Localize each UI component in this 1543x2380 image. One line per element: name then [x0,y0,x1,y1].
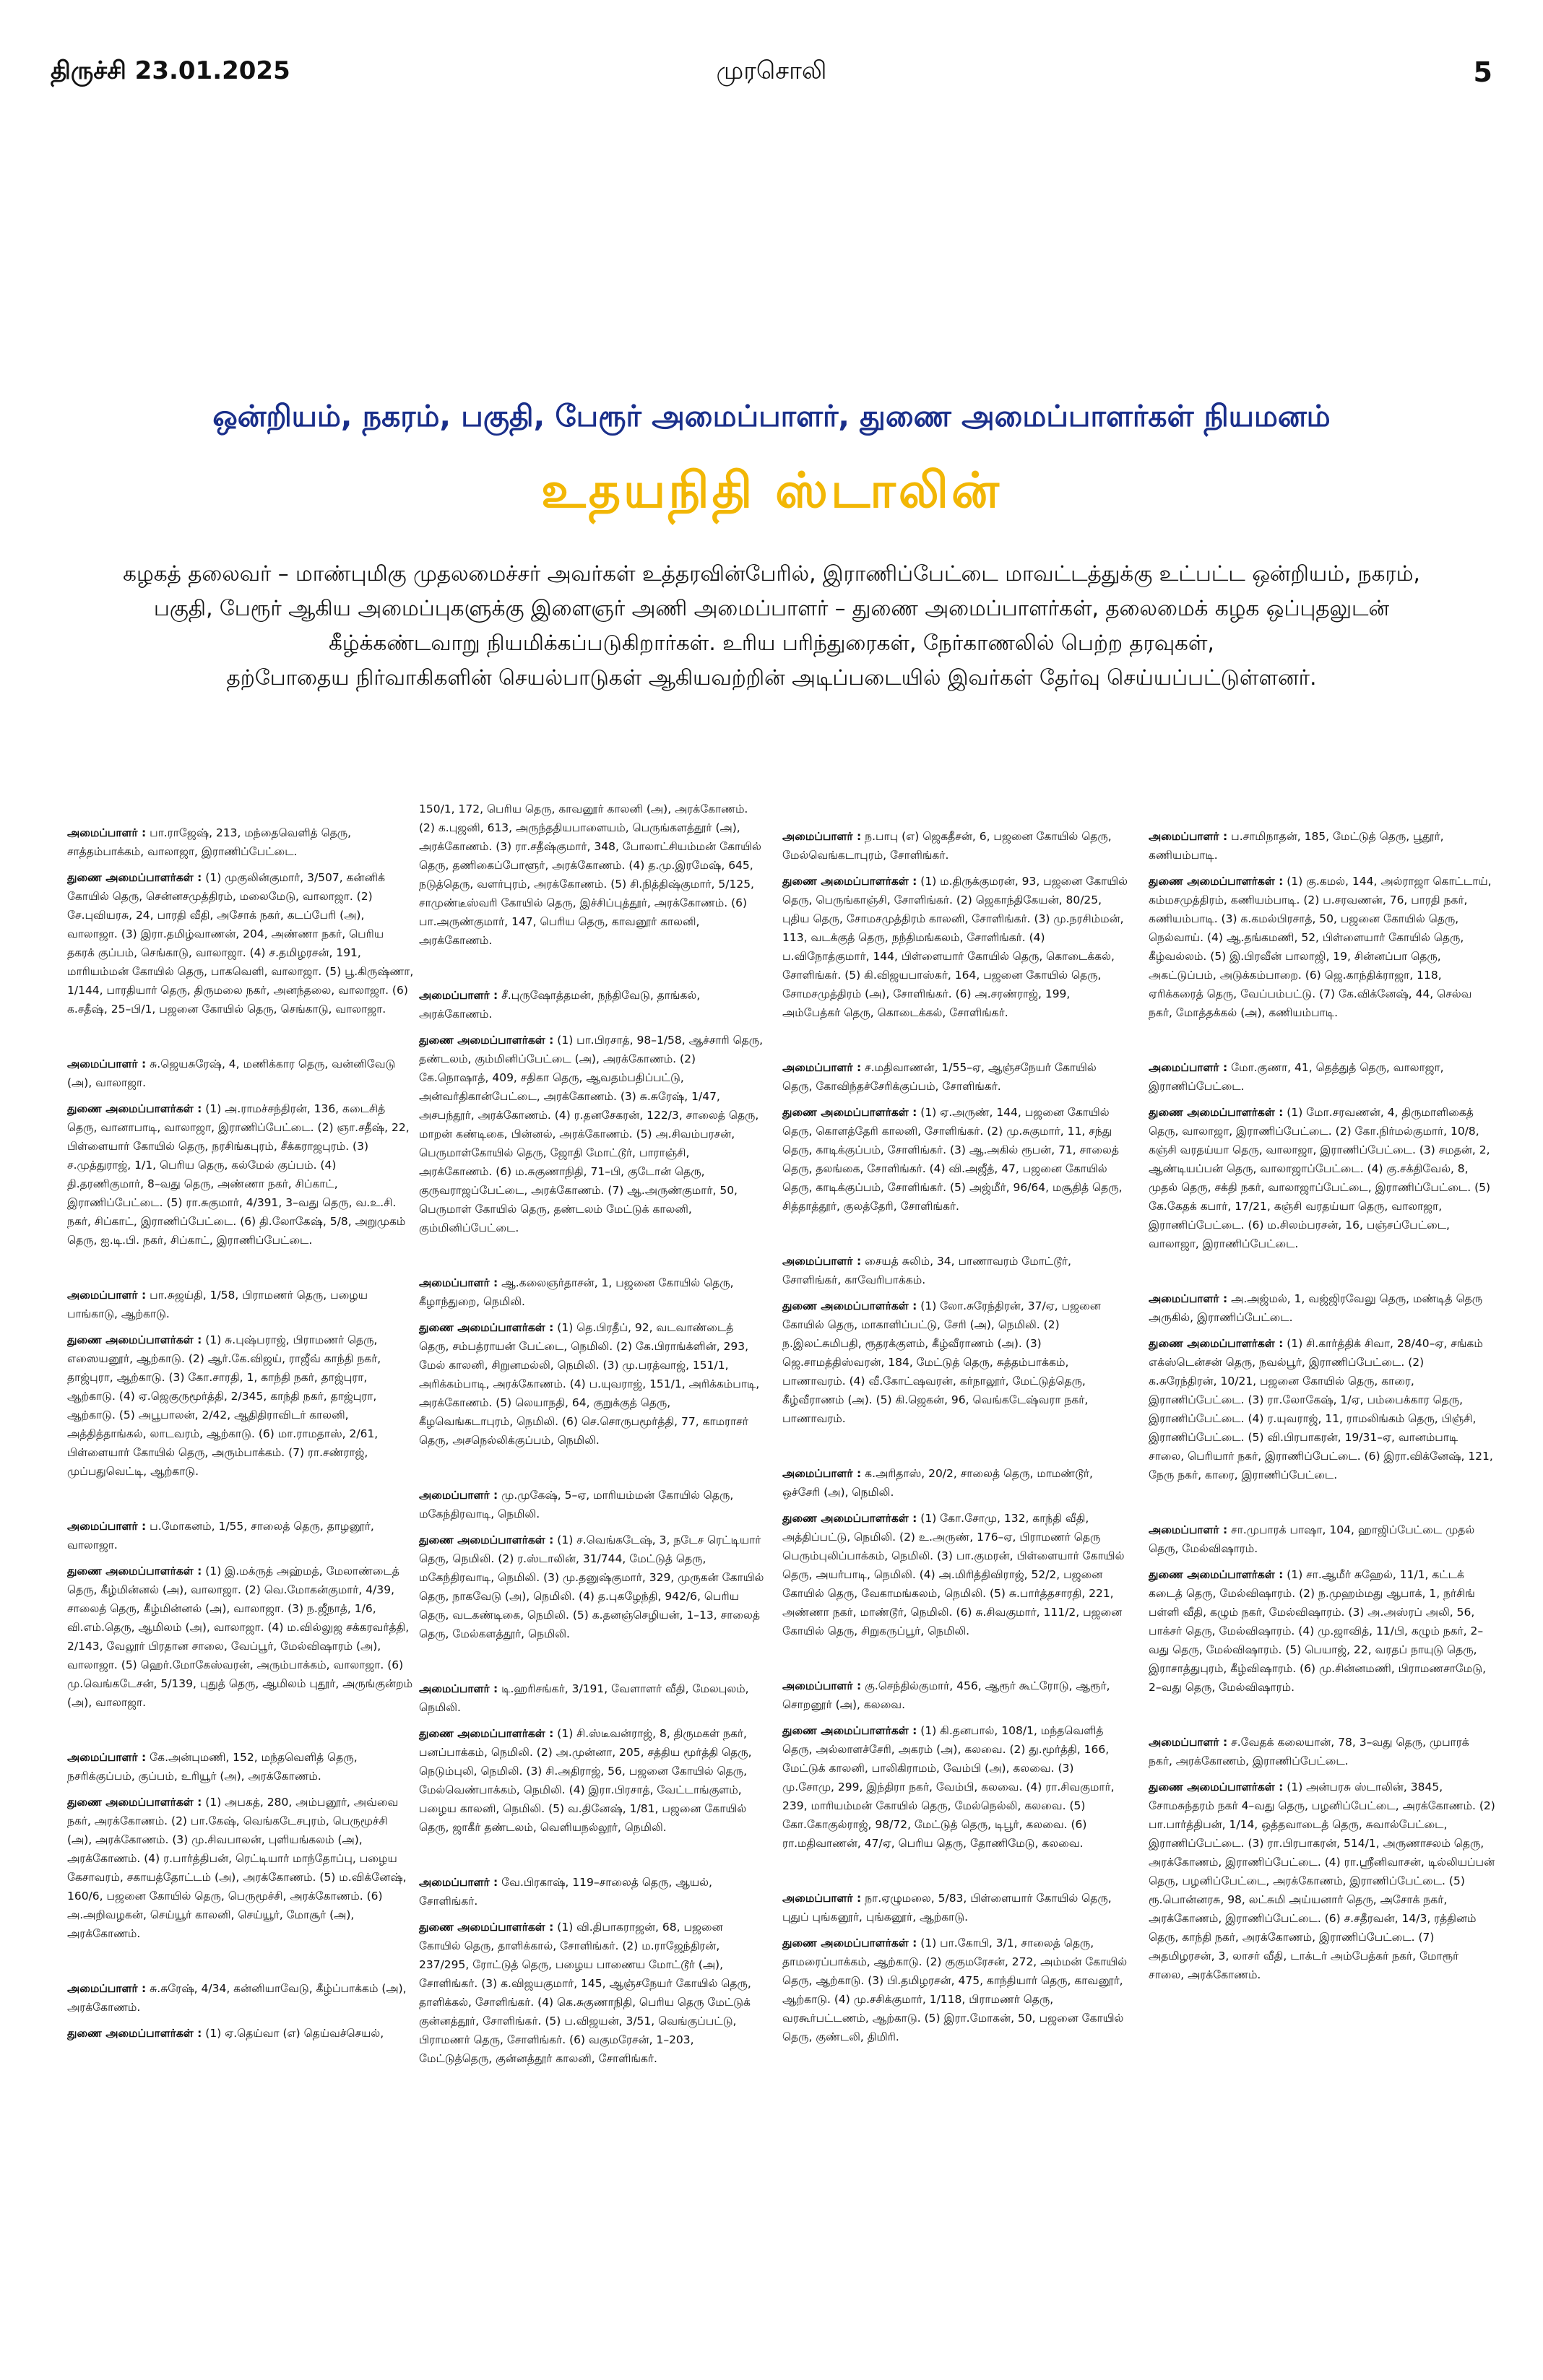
organizer-line [1149,827,1495,865]
deputies-label: துணை அமைப்பாளர்கள் : [782,1724,917,1737]
appointment-entry [419,1273,766,1450]
organizer-value: மு.முகேஷ், 5–ஏ, மாரியம்மன் கோயில் தெரு, மகேந்திரவாடி, நெமிலி. [419,1489,734,1520]
masthead: முரசொலி [716,56,827,85]
organizer-value: சு.சுரேஷ், 4/34, கன்னியாவேடு, கீழ்ப்பாக்கம் (அ), அரக்கோணம். [67,1982,407,2014]
deputies-line [782,872,1129,1022]
deputies-line [782,1297,1129,1428]
appointment-entry [67,1748,414,1943]
organizer-value: சா.முபாரக் பாஷா, 104, ஹாஜிப்பேட்டை முதல் தெரு, மேல்விஷாரம். [1149,1523,1475,1555]
appointment-entry [782,1464,1129,1640]
organizer-line [67,823,414,861]
appointment-entry [1149,1520,1495,1697]
deputies-value: (1) தெ.பிரதீப், 92, வடவாண்டைத் தெரு, சம்பத்ராயன் பேட்டை, நெமிலி. (2) கே.பிராங்க்ளின், 293, மேல் காலனி, சிறுனமல்லி, நெமிலி. (3) மு.பரத்வாஜ், 151/1, அரிக்கம்பாடி, அரக்கோணம். (4) ப.யுவராஜ், 151/1, அரிக்கம்பாடி, அரக்கோணம். (5) லெயாநதி, 64, குறுக்குத் தெரு, கீழவெங்கடாபுரம், நெமிலி. (6) செ.சொருபமூர்த்தி, 77, காமராசர் தெரு, அசநெல்லிக்குப்பம், நெமிலி. [419,1321,760,1447]
deputies-value: (1) மோ.சரவணன், 4, திருமாளிகைத் தெரு, வாலாஜா, இராணிப்பேட்டை. (2) கோ.நிர்மல்குமார், 10/8, கஞ்சி வரதய்யா தெரு, வாலாஜா, இராணிப்பேட்டை. (3) சமதன், 2, ஆண்டியப்பன் தெரு, வாலாஜாப்பேட்டை. (4) கு.சக்திவேல், 8, முதல் தெரு, சக்தி நகர், வாலாஜாப்பேட்டை, இராணிப்பேட்டை. (5) கே.கேதக் கபார், 17/21, கஞ்சி வரதய்யா தெரு, வாலாஜா, இராணிப்பேட்டை. (6) ம.சிலம்பரசன், 16, பஞ்சப்பேட்டை, வாலாஜா, இராணிப்பேட்டை. [1149,1106,1491,1250]
organizer-line [782,1252,1129,1289]
deputies-value: (1) கோ.சோமு, 132, காந்தி வீதி, அத்திப்பட்டு, நெமிலி. (2) உ.அருண், 176–ஏ, பிராமணர் தெரு பெரும்புலிப்பாக்கம், நெமிலி. (3) பா.குமரன், பிள்ளையார் கோயில் தெரு, அயர்பாடி, நெமிலி. (4) அ.மிரித்திவிராஜ், 52/2, பஜனை கோயில் தெரு, வேகாமங்கலம், நெமிலி. (5) சு.பார்த்தசாரதி, 221, அண்ணா நகர், மாண்டூர், நெமிலி. (6) சு.சிவகுமார், 111/2, பஜனை கோயில் தெரு, சிறுகருப்பூர், நெமிலி. [782,1512,1125,1637]
organizer-line [782,827,1129,865]
organizer-label: அமைப்பாளர் : [1149,1736,1228,1749]
appointment-entry [1149,1289,1495,1484]
organizer-line [419,986,766,1024]
organizer-line [67,1055,414,1092]
organizer-label: அமைப்பாளர் : [1149,1292,1228,1305]
deputies-line [419,1918,766,2068]
appointment-entry [67,1286,414,1481]
appointment-entry [782,1676,1129,1853]
deputies-value: (1) அபகத், 280, அம்பனூர், அவ்வை நகர், அரக்கோணம். (2) பா.கேஷ், வெங்கடேசபுரம், பெருமூச்சி (அ), அரக்கோணம். (3) மு.சிவபாலன், புளியங்கலம் (அ), அரக்கோணம். (4) ர.பார்த்திபன், ரெட்டியார் மாந்தோப்பு, பழைய கேசாவரம், சகாயத்தோட்டம் (அ), அரக்கோணம். (5) ம.விக்னேஷ், 160/6, பஜனை கோயில் தெரு, பெருமூச்சி, அரக்கோணம். (6) அ.அறிவழகன், செய்யூர் காலனி, செய்யூர், மோசூர் (அ), அரக்கோணம். [67,1796,407,1940]
column-3 [782,827,1129,2082]
organizer-line [782,1889,1129,1926]
deputies-line [67,1099,414,1250]
organizer-value: ந.பாபு (எ) ஜெகதீசன், 6, பஜனை கோயில் தெரு, மேல்வெங்கடாபுரம், சோளிங்கர். [782,830,1112,862]
organizer-value: ப.சாமிநாதன், 185, மேட்டுத் தெரு, பூதூர், கணியம்பாடி. [1149,830,1444,862]
organizer-line [419,1273,766,1311]
deputies-line [67,2024,414,2043]
deputies-label: துணை அமைப்பாளர்கள் : [782,1299,917,1312]
organizer-line [1149,1289,1495,1327]
deputies-line [419,1031,766,1237]
organizer-value: சையத் சுலிம், 34, பாணாவரம் மோட்டூர், சோளிங்கர், காவேரிபாக்கம். [782,1255,1071,1286]
deputies-value: (1) அன்பரசு ஸ்டாலின், 3845, சோமசுந்தரம் நகர் 4–வது தெரு, பழனிப்பேட்டை, அரக்கோணம். (2) பா.பார்த்திபன், 1/14, ஒத்தவாடைத் தெரு, சுவால்பேட்டை, இராணிப்பேட்டை. (3) ரா.பிரபாகரன், 514/1, அருணாசலம் தெரு, அரக்கோணம், இராணிப்பேட்டை. (4) ரா.ஸ்ரீனிவாசன், டில்லியப்பன் தெரு, பழனிப்பேட்டை, அரக்கோணம், இராணிப்பேட்டை. (5) ரூ.பொன்னரசு, 98, லட்சுமி அய்யனார் தெரு, அசோக் நகர், அரக்கோணம், இராணிப்பேட்டை. (6) ச.சதீரவன், 14/3, ரத்தினம் தெரு, காந்தி நகர், அரக்கோணம், இராணிப்பேட்டை. (7) அதமிழரசன், 3, லாசர் வீதி, டாக்டர் அம்பேத்கர் நகர், மோரூர் சாலை, அரக்கோணம். [1149,1780,1495,1981]
organizer-label: அமைப்பாளர் : [782,1255,862,1268]
deputies-label: துணை அமைப்பாளர்கள் : [67,1333,202,1346]
organizer-label: அமைப்பாளர் : [782,1679,862,1692]
page-number: 5 [1473,56,1492,88]
deputies-line [1149,1334,1495,1484]
deputies-line [67,1330,414,1481]
deputies-value: (1) சி.ஸ்டீவன்ராஜ், 8, திருமகள் நகர், பனப்பாக்கம், நெமிலி. (2) அ.முன்னா, 205, சத்திய மூர்த்தி தெரு, நெடும்புலி, நெமிலி. (3) சி.அதிராஜ், 56, பஜனை கோயில் தெரு, மேல்வெண்பாக்கம், நெமிலி. (4) இரா.பிரசாத், வேட்டாங்குளம், பழைய காலனி, நெமிலி. (5) வ.தினேஷ், 1/81, பஜனை கோயில் தெரு, ஜாகீர் தண்டலம், வெளியநல்லூர், நெமிலி. [419,1727,752,1834]
organizer-label: அமைப்பாளர் : [67,1289,147,1302]
appointment-entry [419,800,766,950]
appointment-entry [1149,1058,1495,1253]
intro-line: கீழ்க்கண்டவாறு நியமிக்கப்படுகிறார்கள். உரிய பரிந்துரைகள், நேர்காணலில் பெற்ற தரவுகள், [329,631,1214,655]
deputies-label: துணை அமைப்பாளர்கள் : [67,2027,202,2040]
organizer-label: அமைப்பாளர் : [419,1876,498,1889]
byline: உதயநிதி ஸ்டாலின் [541,462,1002,519]
appointment-entry [782,1058,1129,1216]
deputies-label: துணை அமைப்பாளர்கள் : [419,1321,554,1334]
organizer-label: அமைப்பாளர் : [782,1892,862,1905]
deputies-value: (1) ஏ.தெய்வா (எ) தெய்வச்செயல், [205,2027,384,2040]
organizer-value: ஆ.கலைஞர்தாசன், 1, பஜனை கோயில் தெரு, கீழாந்துறை, நெமிலி. [419,1276,734,1308]
deputies-label: துணை அமைப்பாளர்கள் : [1149,1780,1284,1793]
organizer-value: மோ.குணா, 41, தெத்துத் தெரு, வாலாஜா, இராணிப்பேட்டை. [1149,1061,1444,1093]
organizer-label: அமைப்பாளர் : [67,1982,147,1995]
organizer-label: அமைப்பாளர் : [1149,830,1228,843]
organizer-value: கு.செந்தில்குமார், 456, ஆரூர் கூட்ரோடு, ஆரூர், சொறனூர் (அ), கலவை. [782,1679,1110,1711]
deputies-label: துணை அமைப்பாளர்கள் : [1149,1337,1284,1350]
column-2 [419,800,766,2104]
deputies-line [67,1793,414,1943]
organizer-line [782,1058,1129,1096]
organizer-line [67,1517,414,1554]
intro-paragraph [79,556,1464,695]
intro-line: பகுதி, பேரூர் ஆகிய அமைப்புகளுக்கு இளைஞர் அணி அமைப்பாளர் – துணை அமைப்பாளர்கள், தலைமைக் கழக ஒப்புதலுடன் [153,596,1390,620]
deputies-value: (1) கி.தனபால், 108/1, மந்தவெளித் தெரு, அல்லாளச்சேரி, அகரம் (அ), கலவை. (2) து.மூர்த்தி, 166, மேட்டுக் காலனி, பாலிகிராமம், வேம்பி (அ), கலவை. (3) மு.சோமு, 299, இந்திரா நகர், வேம்பி, கலவை. (4) ரா.சிவகுமார், 239, மாரியம்மன் கோயில் தெரு, மேல்நெல்லி, கலவை. (5) கோ.கோகுல்ராஜ், 98/72, மேட்டுத் தெரு, டிபூர், கலவை. (6) ரா.மதிவாணன், 47/ஏ, பெரிய தெரு, தோணிமேடு, கலவை. [782,1724,1115,1850]
organizer-value: பா.சுஜய்தி, 1/58, பிராமணர் தெரு, பழைய பாங்காடு, ஆற்காடு. [67,1289,368,1320]
organizer-value: கே.அன்புமணி, 152, மந்தவெளித் தெரு, நசரிக்குப்பம், குப்பம், உரியூர் (அ), அரக்கோணம். [67,1751,358,1783]
organizer-label: அமைப்பாளர் : [1149,1523,1228,1536]
appointment-entry [67,1979,414,2043]
edition-date: திருச்சி 23.01.2025 [51,56,290,85]
organizer-label: அமைப்பாளர் : [419,1489,498,1502]
deputies-line [1149,1565,1495,1697]
deputies-label: துணை அமைப்பாளர்கள் : [67,1102,202,1115]
organizer-line [419,1679,766,1717]
deputies-label: துணை அமைப்பாளர்கள் : [782,1106,917,1119]
headline: ஒன்றியம், நகரம், பகுதி, பேரூர் அமைப்பாளர், துணை அமைப்பாளர்கள் நியமனம் [212,399,1331,433]
organizer-line [782,1676,1129,1714]
appointment-entry [67,823,414,1018]
organizer-value: ச.மதிவாணன், 1/55–ஏ, ஆஞ்சநேயர் கோயில் தெரு, கோவிந்தச்சேரிக்குப்பம், சோளிங்கர். [782,1061,1097,1093]
appointment-entry [782,827,1129,1022]
organizer-label: அமைப்பாளர் : [782,1061,862,1074]
appointment-entry [419,1486,766,1643]
organizer-label: அமைப்பாளர் : [782,830,862,843]
appointment-entry [782,1252,1129,1428]
deputies-line [1149,1103,1495,1253]
organizer-line [67,1979,414,2017]
appointment-entry [419,1679,766,1837]
organizer-value: அ.அஜ்மல், 1, வஜ்ஜிரவேலு தெரு, மண்டித் தெரு அருகில், இராணிப்பேட்டை. [1149,1292,1483,1324]
organizer-label: அமைப்பாளர் : [67,1751,147,1764]
appointment-entry [419,1873,766,2068]
organizer-label: அமைப்பாளர் : [67,1520,147,1533]
deputies-line [419,1724,766,1837]
deputies-value: (1) ச.வெங்கடேஷ், 3, நடேச ரெட்டியார் தெரு, நெமிலி. (2) ர.ஸ்டாலின், 31/744, மேட்டுத் தெரு, மகேந்திரவாடி, நெமிலி. (3) மு.தனுஷ்குமார், 329, முருகன் கோயில் தெரு, நாகவேடு (அ), நெமிலி. (4) த.புகழேந்தி, 942/6, பெரிய தெரு, வடகண்டிகை, நெமிலி. (5) க.தனஞ்செழியன், 1–13, சாலைத் தெரு, மேல்களத்தூர், நெமிலி. [419,1533,764,1640]
column-4 [1149,827,1495,2020]
deputies-label: துணை அமைப்பாளர்கள் : [67,871,202,884]
organizer-label: அமைப்பாளர் : [67,1057,147,1070]
intro-line: கழகத் தலைவர் – மாண்புமிகு முதலமைச்சர் அவர்கள் உத்தரவின்பேரில், இராணிப்பேட்டை மாவட்டத்துக்கு உட்பட்ட ஒன்றியம், நகரம், [123,561,1420,586]
organizer-line [419,1486,766,1523]
deputies-value: (1) ஏ.அருண், 144, பஜனை கோயில் தெரு, கொளத்தேரி காலனி, சோளிங்கர். (2) மு.சுகுமார், 11, சந்து தெரு, காடிக்குப்பம், சோளிங்கர். (3) ஆ.அகில் ரூபன், 71, சாலைத் தெரு, தலங்கை, சோளிங்கர். (4) வி.அஜீத், 47, பஜனை கோயில் தெரு, காடிக்குப்பம், சோளிங்கர். (5) அஜ்மீர், 96/64, மசூதித் தெரு, சித்தாத்தூர், குலத்தேரி, சோளிங்கர். [782,1106,1123,1213]
deputies-value: (1) சா.ஆமீர் சுஹேல், 11/1, கட்டக் கடைத் தெரு, மேல்விஷாரம். (2) ந.முஹம்மது ஆபாக், 1, நர்சிங் பள்ளி வீதி, கழும் நகர், மேல்விஷாரம். (3) அ.அஸ்ரப் அலி, 56, பாக்சர் தெரு, மேல்விஷாரம். (4) மு.ஜாவித், 11/பி, கழும் நகர், 2–வது தெரு, மேல்விஷாரம். (5) பெயாஜ், 22, வரதப் நாயுடு தெரு, இராசாத்துபுரம், கீழ்விஷாரம். (6) மு.சின்னமணி, பிராமணசாமேடு, 2–வது தெரு, மேல்விஷாரம். [1149,1568,1487,1694]
deputies-line [782,1509,1129,1640]
page-header [51,56,1492,92]
organizer-value: க.அரிதாஸ், 20/2, சாலைத் தெரு, மாமண்டூர், ஒச்சேரி (அ), நெமிலி. [782,1467,1093,1499]
deputies-label: துணை அமைப்பாளர்கள் : [782,1937,917,1950]
organizer-line [1149,1058,1495,1096]
organizer-label: அமைப்பாளர் : [1149,1061,1228,1074]
organizer-value: வே.பிரகாஷ், 119–சாலைத் தெரு, ஆயல், சோளிங்கர். [419,1876,712,1908]
deputies-label: துணை அமைப்பாளர்கள் : [419,1533,554,1546]
deputies-label: துணை அமைப்பாளர்கள் : [782,875,917,888]
organizer-value: நா.ஏழுமலை, 5/83, பிள்ளையார் கோயில் தெரு, புதுப் புங்கனூர், புங்கனூர், ஆற்காடு. [782,1892,1112,1924]
deputies-label: துணை அமைப்பாளர்கள் : [1149,1106,1284,1119]
deputies-line [419,1531,766,1643]
organizer-value: ப.மோகனம், 1/55, சாலைத் தெரு, தாழனூர், வாலாஜா. [67,1520,374,1552]
deputies-line [67,868,414,1018]
deputies-label: துணை அமைப்பாளர்கள் : [67,1796,202,1809]
organizer-label: அமைப்பாளர் : [67,826,147,839]
deputies-value: (1) பா.கோபி, 3/1, சாலைத் தெரு, தாமரைப்பாக்கம், ஆற்காடு. (2) குகுமரேசன், 272, அம்மன் கோயில் தெரு, ஆற்காடு. (3) பி.தமிழரசன், 475, காந்தியார் தெரு, காவனூர், ஆற்காடு. (4) மு.சசிக்குமார், 1/118, பிராமணர் தெரு, வரகூர்பட்டணம், ஆற்காடு. (5) இரா.மோகன், 50, பஜனை கோயில் தெரு, குண்டலி, திமிரி. [782,1937,1128,2043]
deputies-line [419,1318,766,1450]
deputies-value: (1) அ.ராமச்சந்திரன், 136, கடைசித் தெரு, வானாபாடி, வாலாஜா, இராணிப்பேட்டை. (2) ஞா.சதீஷ், 22, பிள்ளையார் கோயில் தெரு, நரசிங்கபுரம், சீக்கராஜபுரம். (3) ச.முத்துராஜ், 1/1, பெரிய தெரு, கல்மேல் குப்பம். (4) தி.தரணிகுமார், 8–வது தெரு, அண்ணா நகர், சிப்காட், இராணிப்பேட்டை. (5) ரா.சுகுமார், 4/391, 3–வது தெரு, வ.உ.சி. நகர், சிப்காட், இராணிப்பேட்டை. (6) தி.லோகேஷ், 5/8, அறுமுகம் தெரு, ஐ.டி.பி. நகர், சிப்காட், இராணிப்பேட்டை. [67,1102,410,1247]
appointment-entry [1149,1733,1495,1984]
deputies-value: (1) சு.புஷ்பராஜ், பிராமணர் தெரு, எஸையனூர், ஆற்காடு. (2) ஆர்.கே.விஜய், ராஜீவ் காந்தி நகர், தாஜ்புரா, ஆற்காடு. (3) கோ.சாரதி, 1, காந்தி நகர், தாஜ்புரா, ஆற்காடு. (4) ஏ.ஜெகுருமூர்த்தி, 2/345, காந்தி நகர், தாஜ்புரா, ஆற்காடு. (5) அபூபாலன், 2/42, ஆதிதிராவிடர் காலனி, அத்தித்தாங்கல், லாடவரம், ஆற்காடு. (6) மா.ராமதாஸ், 2/61, பிள்ளையார் கோயில் தெரு, அரும்பாக்கம். (7) ரா.சண்ராஜ், முப்பதுவெட்டி, ஆற்காடு. [67,1333,381,1478]
organizer-value: ச.வேதக் கலையான், 78, 3–வது தெரு, முபாரக் நகர், அரக்கோணம், இராணிப்பேட்டை. [1149,1736,1469,1767]
organizer-line [419,1873,766,1911]
organizer-label: அமைப்பாளர் : [419,1682,498,1695]
deputies-line [782,1721,1129,1853]
deputies-label: துணை அமைப்பாளர்கள் : [1149,875,1284,888]
intro-line: தற்போதைய நிர்வாகிகளின் செயல்பாடுகள் ஆகியவற்றின் அடிப்படையில் இவர்கள் தேர்வு செய்யப்பட்டுள்ளனர். [226,665,1317,690]
organizer-value: சு.ஜெயசுரேஷ், 4, மணிக்கார தெரு, வன்னிவேடு (அ), வாலாஜா. [67,1057,396,1089]
deputies-label: துணை அமைப்பாளர்கள் : [419,1727,554,1740]
appointment-entry [67,1517,414,1712]
appointment-entry [782,1889,1129,2046]
deputies-line [782,1934,1129,2046]
deputies-value: (1) வி.திபாகராஜன், 68, பஜனை கோயில் தெரு, தாளிக்கால், சோளிங்கர். (2) ம.ராஜேந்திரன், 237/295, ரோட்டுத் தெரு, பழைய பாணைய மோட்டூர் (அ), சோளிங்கர். (3) க.விஜயகுமார், 145, ஆஞ்சநேயர் கோயில் தெரு, தாளிக்கல், சோளிங்கர். (4) கெ.சுகுணாநிதி, பெரிய தெரு மேட்டுக் குன்னத்தூர், சோளிங்கர். (5) ப.விஜயன், 3/51, வெங்குப்பட்டு, பிராமணர் தெரு, சோளிங்கர். (6) வகுமரேசன், 1–203, மேட்டுத்தெரு, குன்னத்தூர் காலனி, சோளிங்கர். [419,1921,751,2065]
deputies-label: துணை அமைப்பாளர்கள் : [782,1512,917,1525]
deputies-label: துணை அமைப்பாளர்கள் : [67,1565,202,1578]
deputies-label: துணை அமைப்பாளர்கள் : [419,1921,554,1934]
appointment-entry [1149,827,1495,1022]
appointment-entry [419,986,766,1237]
organizer-label: அமைப்பாளர் : [419,989,498,1002]
organizer-value: சீ.புருஷோத்தமன், நந்திவேடு, தாங்கல், அரக்கோணம். [419,989,701,1021]
deputies-line [1149,872,1495,1022]
deputies-line [782,1103,1129,1216]
organizer-label: அமைப்பாளர் : [419,1276,498,1289]
organizer-label: அமைப்பாளர் : [782,1467,862,1480]
deputies-value: (1) பா.பிரசாத், 98–1/58, ஆச்சாரி தெரு, தண்டலம், கும்மினிப்பேட்டை (அ), அரக்கோணம். (2) கே.நொஷாத், 409, சதிகா தெரு, ஆவதம்பதிப்பட்டு, அன்வர்திகான்பேட்டை, அரக்கோணம். (3) சு.சுரேஷ், 1/47, அசபந்தூர், அரக்கோணம். (4) ர.தனசேகரன், 122/3, சாலைத் தெரு, மாறன் கண்டிகை, பின்னல், அரக்கோணம். (5) அ.சிவம்பரசன், பெருமாள்கோயில் தெரு, ஜோதி மோட்டூர், பாராஞ்சி, அரக்கோணம். (6) ம.சுகுணாநிதி, 71–பி, குடோன் தெரு, குருவராஜப்பேட்டை, அரக்கோணம். (7) ஆ.அருண்குமார், 50, பெருமாள் கோயில் தெரு, தண்டலம் மேட்டுக் காலனி, கும்மினிப்பேட்டை. [419,1034,764,1234]
deputies-value: (1) முகுலின்குமார், 3/507, கன்னிக் கோயில் தெரு, சென்னசமுத்திரம், மலைமேடு, வாலாஜா. (2) சே.புவியரசு, 24, பாரதி வீதி, அசோக் நகர், கடப்பேரி (அ), வாலாஜா. (3) இரா.தமிழ்வாணன், 204, அண்ணா நகர், பெரிய தகரக் குப்பம், செங்காடு, வாலாஜா. (4) ச.தமிழரசன், 191, மாரியம்மன் கோயில் தெரு, பாகவெளி, வாலாஜா. (5) பூ.கிருஷ்ணா, 1/144, பாரதியார் தெரு, திருமலை நகர், அனந்தலை, வாலாஜா. (6) க.சதீஷ், 25–பி/1, பஜனை கோயில் தெரு, செங்காடு, வாலாஜா. [67,871,414,1016]
deputies-label: துணை அமைப்பாளர்கள் : [419,1034,554,1047]
appointment-entry [67,1055,414,1250]
deputies-line [1149,1778,1495,1984]
deputies-value: (1) ம.திருக்குமரன், 93, பஜனை கோயில் தெரு, பெருங்காஞ்சி, சோளிங்கர். (2) ஜெகாந்திகேயன், 80/25, புதிய தெரு, சோமசமுத்திரம் காலனி, சோளிங்கர். (3) மு.நரசிம்மன், 113, வடக்குத் தெரு, நந்திமங்கலம், சோளிங்கர். (4) ப.விநோத்குமார், 144, பிள்ளையார் கோயில் தெரு, கொடைக்கல், சோளிங்கர். (5) கி.விஜயபாஸ்கர், 164, பஜனை கோயில் தெரு, சோமசமுத்திரம் (அ), சோளிங்கர். (6) அ.சரண்ராஜ், 199, அம்பேத்கர் தெரு, கொடைக்கல், சோளிங்கர். [782,875,1128,1019]
organizer-value: பா.ராஜேஷ், 213, மந்தைவெளித் தெரு, சாத்தம்பாக்கம், வாலாஜா, இராணிப்பேட்டை. [67,826,352,858]
deputies-value: (1) இ.மக்ருத் அஹ்மத், மேலாண்டைத் தெரு, கீழ்மின்னல் (அ), வாலாஜா. (2) வெ.மோகன்குமார், 4/39, சாலைத் தெரு, கீழ்மின்னல் (அ), வாலாஜா. (3) ந.ஜீநாத், 1/6, வி.எம்.தெரு, ஆமிலம் (அ), வாலாஜா. (4) ம.வில்லுஜ சக்கரவர்த்தி, 2/143, வேலூர் பிரதான சாலை, வேப்பூர், மேல்விஷாரம் (அ), வாலாஜா. (5) ஹெர்.மோகேஸ்வரன், அரும்பாக்கம், வாலாஜா. (6) மு.வெங்கடேசன், 5/139, புதுத் தெரு, ஆமிலம் புதூர், அருங்குன்றம் (அ), வாலாஜா. [67,1565,413,1709]
deputies-value: (1) கு.கமல், 144, அல்ராஜா கொட்டாய், கம்மசமுத்திரம், கணியம்பாடி. (2) ப.சரவணன், 76, பாரதி நகர், கணியம்பாடி. (3) க.கமல்பிரசாத், 50, பஜனை கோயில் தெரு, நெல்வாய். (4) ஆ.தங்கமணி, 52, பிள்ளையார் கோயில் தெரு, கீழ்வல்லம். (5) இ.பிரவீன் பாலாஜி, 19, சின்னப்பா தெரு, அகட்டுப்பம், அடுக்கம்பாறை. (6) ஜெ.காந்திக்ராஜா, 118, ஏரிக்கரைத் தெரு, வேப்பம்பட்டு. (7) கே.விக்னேஷ், 44, செல்வ நகர், மோத்தக்கல் (அ), கணியம்பாடி. [1149,875,1492,1019]
deputies-label: துணை அமைப்பாளர்கள் : [1149,1568,1284,1581]
organizer-line [67,1286,414,1323]
organizer-line [67,1748,414,1786]
deputies-value: (1) சி.கார்த்திக் சிவா, 28/40–ஏ, சங்கம் எக்ஸ்டென்சன் தெரு, நவல்பூர், இராணிப்பேட்டை. (2) க.சுரேந்திரன், 10/21, பஜனை கோயில் தெரு, காரை, இராணிப்பேட்டை. (3) ரா.லோகேஷ், 1/ஏ, பம்பைக்கார தெரு, இராணிப்பேட்டை. (4) ர.யுவராஜ், 11, ராமலிங்கம் தெரு, பிஞ்சி, இராணிப்பேட்டை. (5) வி.பிரபாகரன், 19/31–ஏ, வானம்பாடி சாலை, பெரியார் நகர், இராணிப்பேட்டை. (6) இரா.விக்னேஷ், 121, நேரு நகர், காரை, இராணிப்பேட்டை. [1149,1337,1493,1481]
deputies-value: (1) லோ.சுரேந்திரன், 37/ஏ, பஜனை கோயில் தெரு, மாகாளிப்பட்டு, சேரி (அ), நெமிலி. (2) ந.இலட்சுமிபதி, ரூதரக்குளம், கீழ்வீராணம் (அ). (3) ஜெ.சாமத்திஸ்வரன், 184, மேட்டுத் தெரு, சுத்தம்பாக்கம், பாணாவரம். (4) வீ.கோட்ஷவரன், கர்நாலூர், மேட்டுத்தெரு, கீழ்வீராணம் (அ). (5) கி.ஜெகன், 96, வெங்கடேஷ்வரா நகர், பாணாவரம். [782,1299,1101,1425]
organizer-value: டி.ஹரிசங்கர், 3/191, வேளாளர் வீதி, மேலபுலம், நெமிலி. [419,1682,749,1714]
continued-text: 150/1, 172, பெரிய தெரு, காவனூர் காலனி (அ), அரக்கோணம். (2) க.புஜனி, 613, அருந்ததியபாளையம், பெருங்களத்தூர் (அ), அரக்கோணம். (3) ரா.சதீஷ்குமார், 348, போலாட்சியம்மன் கோயில் தெரு, தணிகைப்போளூர், அரக்கோணம். (4) த.மு.இரமேஷ், 645, நடுத்தெரு, வளர்புரம், அரக்கோணம். (5) சி.நித்திஷ்குமார், 5/125, சாமுண்டீஸ்வரி கோயில் தெரு, இச்சிப்புத்தூர், அரக்கோணம். (6) பா.அருண்குமார், 147, பெரிய தெரு, காவனூர் காலனி, அரக்கோணம். [419,802,761,947]
column-1 [67,823,414,2079]
organizer-line [1149,1520,1495,1558]
organizer-line [1149,1733,1495,1770]
deputies-line [67,1562,414,1712]
organizer-line [782,1464,1129,1502]
